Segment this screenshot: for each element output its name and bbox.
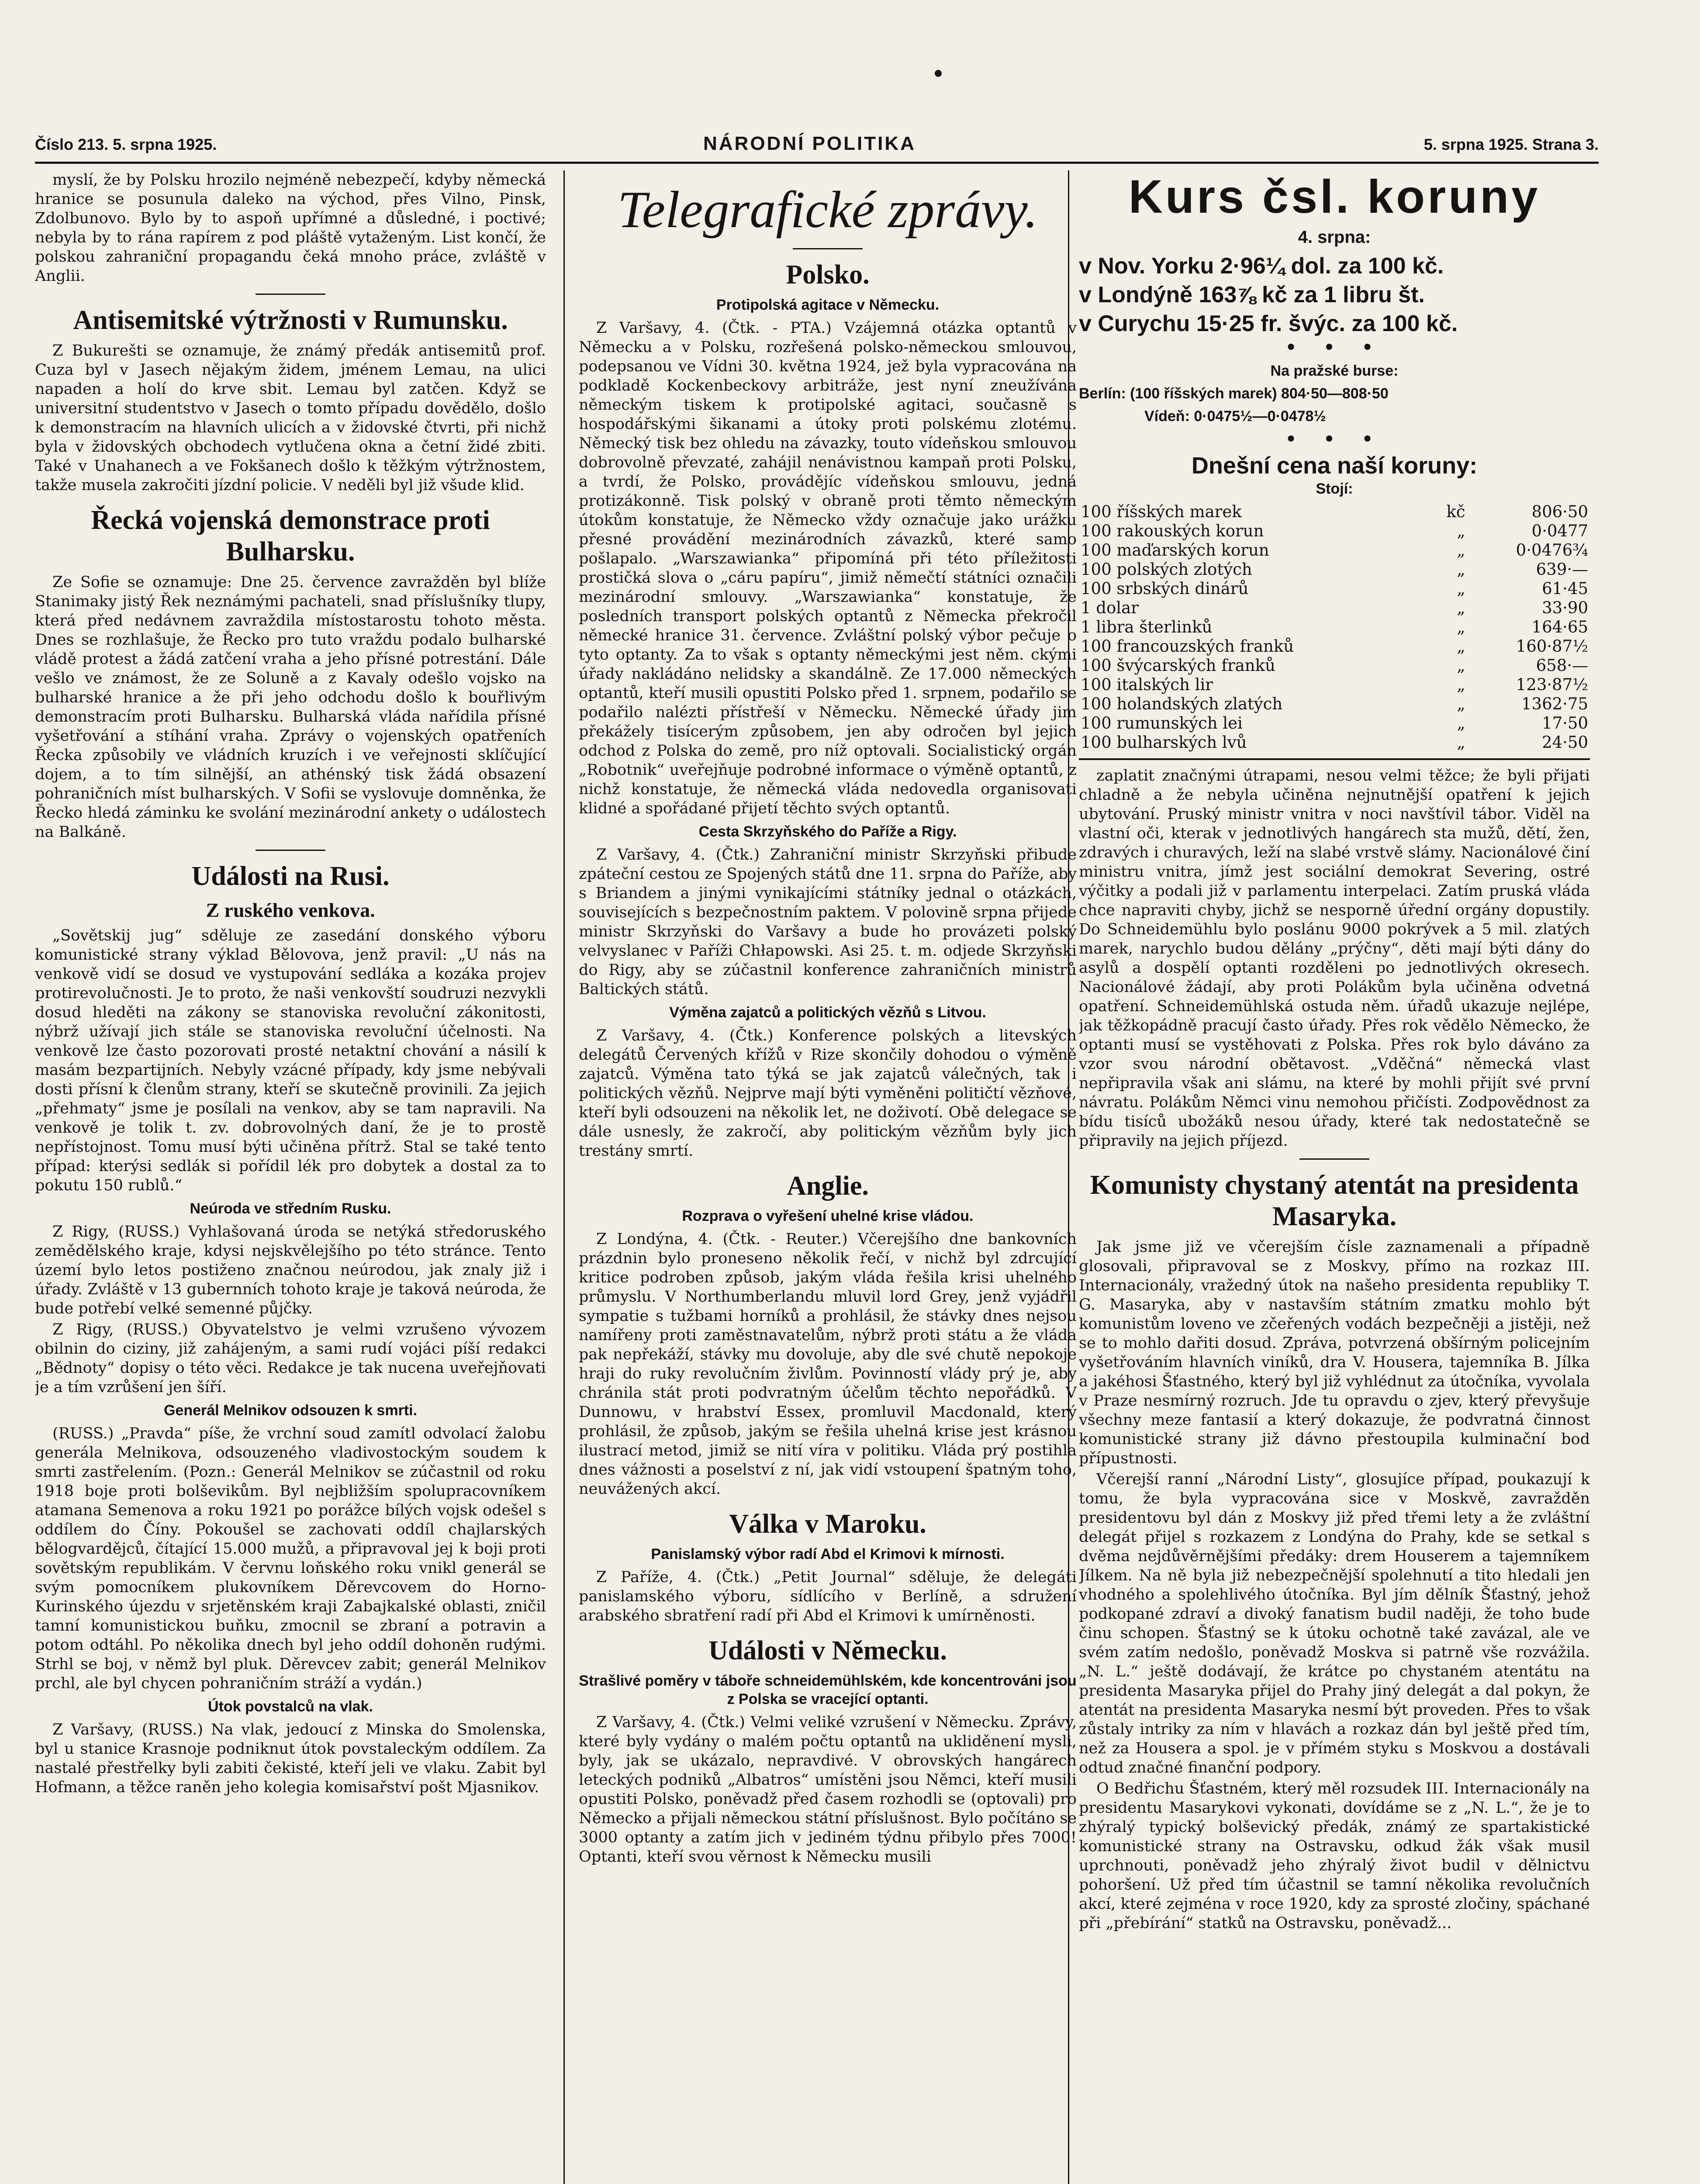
page-date: 5. srpna 1925. Strana 3. <box>1424 135 1599 153</box>
rate-label: 100 bulharských lvů <box>1081 733 1247 752</box>
rate-value: 33·90 <box>1542 598 1588 617</box>
column-1 <box>35 170 546 2184</box>
article-subtitle: Výměna zajatců a politických vězňů s Litvou. <box>669 1004 986 1021</box>
rate-value: 24·50 <box>1542 733 1588 752</box>
rate-value: 0·0476¾ <box>1516 541 1588 560</box>
rate-label: 100 polských zlotých <box>1081 560 1252 579</box>
rate-row <box>1079 637 1590 656</box>
rate-unit: „ <box>1457 733 1465 752</box>
article-subtitle: Útok povstalců na vlak. <box>208 1698 373 1715</box>
berlin-rate: Berlín: (100 říšských marek) 804·50—808·50 <box>1079 385 1389 402</box>
divider <box>256 850 325 851</box>
article-text: Včerejší ranní „Národní Listy“, glosujíce případ, poukazují k tomu, že byla vypracována sice v Moskvě, zavražděn presidentovu byl dán z Moskvy již před třemi lety a že zvláštní delegát přijel s rozkazem z Londýna do Prahy, kde se setkal s dvěma nejdůvěrnějšími předáky: drem Houserem a tajemníkem Jílkem. Na ně byla již nebezpečnější spolehnutí a tito hledali jen vhodného a spolehlivého útočníka. Byl jím dělník Šťastný, jehož podkopané zdraví a divoký fanatism budil naději, že toho bude činu schopen. Šťastný se k útoku ochotně také zavázal, ale ve svém zatím nedošlo, poněvadž Moskva si patrně vše rozvážila. „N. L.“ ještě dodávají, že krátce po chystaném atentátu na presidenta Masaryka přijel do Prahy jiný delegát a dal pokyn, že atentát na presidenta Masaryka nesmí být proveden. Přes to však zůstaly intriky za ním v hlavách a rozkaz dán byl ještě před tím, než za Housera a spol. je v přímém styku s Moskvou a dostávali odtud značné finanční podpory. <box>1079 1471 1590 1776</box>
rate-unit: „ <box>1457 637 1465 656</box>
ornament: • • • <box>1285 429 1384 449</box>
article-continuation: myslí, že by Polsku hrozilo nejméně nebezpečí, kdyby německá hranice se posunula daleko na východ, přes Vilno, Pinsk, Zdolbunovo. Bylo by to aspoň upřímné a důsledné, i poctivé; nebyla by to rána rapírem z pod pláště vytaženým. List končí, že polskou zahraniční propagandu čeká mnoho práce, zvláště v Anglii. <box>35 171 546 285</box>
article-text: O Bedřichu Šťastném, který měl rozsudek III. Internacionály na presidentu Masarykovi vykonati, dovídáme se z „N. L.“, že je to zhýralý typický bolševický předák, známý ze spartakistické komunistické strany na Ostravsku, odkud žák však musil uprchnouti, poněvadž jeho zhýralý život budil v dělnictvu pohoršení. Už před tím účastnil se tamní několika revolučních akcí, které zejména v roce 1920, kdy za sprosté zločiny, spáchané při „přebírání“ statků na Ostravsku, poněvadž... <box>1079 1780 1590 1932</box>
today-price-title: Dnešní cena naší koruny: <box>1191 453 1478 479</box>
rate-row <box>1079 598 1590 618</box>
article-text: „Sovětskij jug“ sděluje ze zasedání donského výboru komunistické strany výklad Bělovova, jenž pravil: „U nás na venkově vidí se dosud ve vystupování sedláka a kozáka projev protirevolučnosti. Je to proto, že naši venkovští soudruzi nezvykli dosud hleděti na zákony se stanoviska revoluční zákonitosti, nýbrž užívají jich stále se stanoviska revoluční účelnosti. Na venkově lze často pozorovati prosté netaktní chování a násilí k masám bezpartijních. Nebyly vzácné případy, kdy jsme nebývali dosti přísní k členům strany, kteří se skutečně provinili. Za jejich „přehmaty“ jsme je posílali na venkov, aby se tam napravili. Na venkově je tolik t. zv. dobrovolných daní, že je to prostě nepřístojnost. Tomu musí býti učiněna přítrž. Stal se také tento případ: kterýsi sedlák si pořídil lék pro dobytek a dostal za to pokutu 150 rublů.“ <box>35 927 546 1194</box>
rate-unit: „ <box>1457 541 1465 560</box>
article-subtitle: Cesta Skrzyňského do Paříže a Rigy. <box>698 823 957 840</box>
rate-unit: „ <box>1457 522 1465 540</box>
ornament: • • • <box>1285 337 1384 358</box>
masthead <box>35 127 1599 164</box>
divider <box>1299 1158 1369 1160</box>
rate-label: 1 dolar <box>1081 598 1139 617</box>
rate-value: 0·0477 <box>1531 522 1588 540</box>
rate-unit: „ <box>1457 714 1465 733</box>
divider <box>256 294 325 295</box>
rate-unit: „ <box>1457 695 1465 713</box>
rate-label: 100 říšských marek <box>1081 502 1242 521</box>
rate-line: v Curychu 15·25 fr. švýc. za 100 kč. <box>1079 311 1458 336</box>
article-title: Řecká vojenská demonstrace proti Bulharsku. <box>91 505 490 567</box>
rate-row <box>1079 522 1590 541</box>
column-3 <box>1079 170 1590 2184</box>
bourse-title: Na pražské burse: <box>1270 363 1399 379</box>
rate-label: 100 francouzských franků <box>1081 637 1294 656</box>
rate-label: 100 srbských dinárů <box>1081 579 1249 598</box>
rate-value: 639·— <box>1536 560 1588 579</box>
punch-hole-mark <box>935 70 942 77</box>
article-subtitle: Generál Melnikov odsouzen k smrti. <box>163 1402 418 1419</box>
article-text: Z Rigy, (RUSS.) Obyvatelstvo je velmi vzrušeno vývozem obilnin do ciziny, již zahájeným, a sami rudí vojáci píší redakci „Bědnoty“ dopisy o této věci. Redakce je tak nucena uveřejňovati je a tím vzrůšení jen šíří. <box>35 1321 546 1396</box>
rate-line: v Londýně 163⅞ kč za 1 libru št. <box>1079 282 1425 308</box>
rate-label: 100 švýcarských franků <box>1081 656 1275 675</box>
rate-label: 100 maďarských korun <box>1081 541 1269 560</box>
rate-row <box>1079 579 1590 598</box>
rate-row <box>1079 618 1590 637</box>
article-subtitle: Protipolská agitace v Německu. <box>716 297 940 313</box>
rate-unit: „ <box>1457 618 1465 636</box>
rates-table <box>1079 502 1590 752</box>
section-heading: Události v Německu. <box>708 1636 947 1666</box>
divider <box>793 248 863 249</box>
article-continuation: zaplatit značnými útrapami, nesou velmi těžce; že byli přijati chladně a že nebyla učiněna nejnutnější opatření k jejich ubytování. Pruský ministr vnitra v noci navštívil tábor. Viděl na vlastní oči, kterak v jednotlivých hangárech sta mužů, dětí, žen, zdravých i churavých, leží na slabé vrstvě slámy. Nacionálové činí ministru vnitra, jímž jest sociální demokrat Severing, ostré výčitky a podali již v parlamentu interpelaci. Zatím pruská vláda chce napraviti chyby, jichž se nesporně úřední orgány dopustily. Do Schneidemühlu bylo poslánu 9000 pokrývek a 5 mil. zlatých marek, narychlo budou dělány „prýčny“, děti mají býti dány do asylů a dospělí optanti rozděleni po jednotlivých okresech. Nacionálové žádají, aby proti Polákům byla učiněna odvetná opatření. Schneidemühlská ostuda něm. úřadů ukazuje nejlépe, jak těžkopádně pracují často úřady. Přes rok vědělo Německo, že optanti musí se vystěhovati z Polska. Přes rok bylo dáváno za vzor svou národní obětavost. „Vděčná“ německá vlast nepřipravila však ani slámu, na které by mohli přijít své první návratu. Polákům Němci vinu nemohou přičísti. Zodpovědnost za bídu tisíců ubožáků nesou úřady, které tak nedostatečně se připravily na jejich příjezd. <box>1079 767 1590 1150</box>
rate-row <box>1079 502 1590 522</box>
issue-number: Číslo 213. 5. srpna 1925. <box>35 135 217 153</box>
rate-row <box>1079 733 1590 752</box>
section-heading: Anglie. <box>787 1171 869 1201</box>
rate-value: 61·45 <box>1542 579 1588 598</box>
exchange-date: 4. srpna: <box>1298 228 1371 247</box>
rate-row <box>1079 695 1590 714</box>
rate-unit: „ <box>1457 560 1465 579</box>
article-text: Z Varšavy, 4. (Čtk. - PTA.) Vzájemná otázka optantů v Německu a v Polsku, rozřešená polsko-německou smlouvou, podepsanou ve Vídni 30. května 1924, jež byla vypracována na podkladě Kockenbeckovy arbitráže, jest nyní zneužívána německým tiskem k protipolské agitaci, současně s hospodářskými šikanami a útoky proti polskému zlotému. Německý tisk bez ohledu na závazky, touto vídeňskou smlouvou dobrovolně převzaté, zahájil nenávistnou kampaň proti Polsku, a tvrdí, že Polsko, provádějíc vídeňskou smlouvu, jedná protizákonně. Tisk polský v obraně proti těmto německým útokům konstatuje, že Německo vždy označuje jako urážku přesné provádění mezinárodních závazků, které samo pošlapalo. „Warszawianka“ připomíná při této příležitosti prostičká slova o „cáru papíru“, jimiž němečtí státníci označili mezinárodní smlouvy. „Warszawianka“ konstatuje, že posledních transport polských optantů z Německa překročil německé hranice 31. července. Zvláštní polský výbor pečuje o tyto optanty. Za to však s optanty německými jest něm. ckými úřady nakládáno nelidsky a skandálně. Ze 17.000 německých optantů, kteří musili opustiti Polsko před 1. srpnem, podařilo se podařilo nalézti přístřeší v Německu. Německé úřady jim překážely tisícerým způsobem, jen aby odročen byl jejich odchod z Polska do země, pro níž optovali. Socialistický orgán „Robotnik“ uveřejňuje podrobné informace o výměně optantů, z nichž konstatuje, že německá vláda nedovedla organisovati klidné a spořádané přijetí těchto svých optantů. <box>579 319 1077 817</box>
rate-value: 123·87½ <box>1516 675 1588 694</box>
article-subtitle: Strašlivé poměry v táboře schneidemühlském, kde koncentrováni jsou z Polska se vracející optanti. <box>579 1673 1077 1707</box>
rate-value: 1362·75 <box>1521 695 1588 713</box>
rate-unit: kč <box>1446 502 1465 521</box>
rate-unit: „ <box>1457 656 1465 675</box>
rate-value: 160·87½ <box>1516 637 1588 656</box>
article-title: Komunisty chystaný atentát na presidenta Masaryka. <box>1090 1170 1579 1231</box>
rate-row <box>1079 656 1590 675</box>
section-title: Telegrafické zprávy. <box>617 180 1038 238</box>
rate-row <box>1079 541 1590 560</box>
section-heading: Polsko. <box>786 260 870 290</box>
article-title: Antisemitské výtržnosti v Rumunsku. <box>73 305 508 335</box>
article-subtitle: Panislamský výbor radí Abd el Krimovi k mírnosti. <box>651 1546 1005 1562</box>
article-text: Z Londýna, 4. (Čtk. - Reuter.) Včerejšího dne bankovních prázdnin bylo proneseno několik řečí, v nichž byl zdrcující kritice podroben způsob, jakým vláda řešila krisi uhelného průmyslu. V Northumberlandu mluvil lord Grey, jenž vyjádřil sympatie s tužbami horníků a prohlásil, že stávky dnes nejsou namířeny proti zaměstnavatelům, nýbrž proti státu a že vláda pak nepřekáží, stávky mu dovoluje, aby dle své chutě nepokoje hraji do ruky revolučním živlům. Povinností vlády prý je, aby chránila stát proti podvratným účelům těchto nepořádků. V Dunnowu, v hrabství Essex, promluvil Macdonald, který prohlásil, že způsob, jakým se řešila uhelná krise jest krásnou ilustrací metod, jimiž se nití víra v politiku. Vláda prý postihla dnes vážnosti a poselství z ní, jak vidí vstoupení špatným toho, neuvážených akcí. <box>579 1230 1077 1498</box>
column-rule-1 <box>563 170 565 2184</box>
vienna-rate: Vídeň: 0·0475½—0·0478½ <box>1144 408 1326 425</box>
rate-unit: „ <box>1457 579 1465 598</box>
section-heading: Válka v Maroku. <box>729 1509 926 1539</box>
exchange-rates-box <box>1079 170 1590 760</box>
article-subtitle: Z ruského venkova. <box>206 899 375 921</box>
article-text: Z Varšavy, (RUSS.) Na vlak, jedoucí z Minska do Smolenska, byl u stanice Krasnoje podniknut útok povstaleckým oddílem. Za nastalé přestřelky byli zabiti čekisté, kteří jeli ve vlaku. Zabit byl Hofmann, a těžce raněn jeho kolegia komisařství pošt Mjasnikov. <box>35 1721 546 1796</box>
article-subtitle: Neúroda ve středním Rusku. <box>190 1200 391 1217</box>
article-text: Z Rigy, (RUSS.) Vyhlašovaná úroda se netýká středoruského zemědělského kraje, kdysi nejskvělejšího po této stránce. Tento území bylo letos postiženo značnou neúrodou, jak znaly již i úřady. Zvláště v 13 gubernních tohoto kraje je taková neúroda, že bude potřebí velké semenné půjčky. <box>35 1223 546 1317</box>
exchange-title: Kurs čsl. koruny <box>1128 170 1541 223</box>
article-text: Z Varšavy, 4. (Čtk.) Konference polských a litevských delegátů Červených křížů v Rize skončily dohodou o výměně zajatců. Výměna tato týká se jak zajatců válečných, tak i politických vězňů. Nejprve mají býti vyměněni političtí vězňové, kteří byli odsouzeni na několik let, ne doživotí. Obě delegace se dále usnesly, že zakročí, aby politickým vězňům byly jich trestány smrtí. <box>579 1027 1077 1160</box>
article-text: Z Paříže, 4. (Čtk.) „Petit Journal“ sděluje, že delegáti panislamského výboru, sídlícího v Berlíně, a sdružení arabského sbratření radí při Abd el Krimovi k umírněnosti. <box>579 1569 1077 1624</box>
rate-line: v Nov. Yorku 2·96¼ dol. za 100 kč. <box>1079 253 1444 279</box>
article-text: Z Varšavy, 4. (Čtk.) Zahraniční ministr Skrzyňski přibude zpáteční cestou ze Spojených států dne 11. srpna do Paříže, aby s Briandem a jinými vynikajícími státníky jednal o otázkách, souvisejících s bezpečnostním paktem. V polovině srpna přijede ministr Skrzyňski do Varšavy a bude ho provázeti polský velvyslanec v Paříži Chłapowski. Asi 25. t. m. odjede Skrzyňski do Rigy, aby se zúčastnil konference zahraničních ministrů Baltických států. <box>579 846 1077 998</box>
rate-row <box>1079 560 1590 579</box>
rate-label: 100 holandských zlatých <box>1081 695 1283 713</box>
newspaper-title: NÁRODNÍ POLITIKA <box>703 133 916 154</box>
article-text: Z Bukurešti se oznamuje, že známý předák antisemitů prof. Cuza byl v Jasech nějakým židem, jménem Lemau, na ulici napaden a holí do krve sbit. Lemau byl zatčen. Když se universitní studentstvo v Jasech o tomto případu dovědělo, došlo k demonstracím na hlavních ulicích a v židovské čtvrti, při nichž byla v židovských obchodech vytlučena okna a četní židé zbiti. Také v Unahanech a ve Fokšanech došlo k těžkým výtržnostem, takže musela zakročiti jízdní policie. V neděli byl již všude klid. <box>35 342 546 494</box>
stoji-label: Stojí: <box>1316 480 1353 497</box>
article-text: Jak jsme již ve včerejším čísle zaznamenali a případně glosovali, připravoval se z Moskvy, přímo na rozkaz III. Internacionály, vražedný útok na našeho presidenta republiky T. G. Masaryka, aby v nastavším státním zmatku mohlo být komunistům loveno ve zčeřených vodách bezpečněji a jistěji, než se to mohlo dařiti dosud. Zpráva, potvrzená obšírným policejním vyšetřováním hlavních viníků, dra V. Housera, tajemníka B. Jílka a jakéhosi Šťastného, který byl již vyhlédnut za útočníka, vyvolala v Praze nesmírný rozruch. Jde tu opravdu o zjev, který převyšuje všechny meze fantasií a který dokazuje, že podvratná činnost komunistické strany již dávno přestoupila kulminační bod přípustnosti. <box>1079 1238 1590 1467</box>
article-subtitle: Rozprava o vyřešení uhelné krise vládou. <box>682 1208 974 1224</box>
rate-label: 100 rumunských lei <box>1081 714 1243 733</box>
rate-label: 100 italských lir <box>1081 675 1213 694</box>
rate-row <box>1079 714 1590 733</box>
rate-value: 658·— <box>1536 656 1588 675</box>
article-text: (RUSS.) „Pravda“ píše, že vrchní soud zamítl odvolací žalobu generála Melnikova, odsouzeného vladivostockým soudem k smrti zastřelením. (Pozn.: Generál Melnikov se zúčastnil od roku 1918 boje proti bolševikům. Byl nejbližším spolupracovníkem atamana Semenova a roku 1921 po porážce bílých vojsk odešel s oddílem do Číny. Pokoušel se zachovati oddíl chajlarských bělogvardějců, čítající 15.000 mužů, a připravoval jej k boji proti sovětským republikám. V červnu loňského roku vnikl generál se svým pomocníkem plukovníkem Děrevcovem do Horno-Kurinského újezdu v srjetěnském kraji Zabajkalské oblasti, zničil tamní komunistickou buňku, zmocnil se zbraní a potravin a potom odtáhl. Po několika dnech byl jeho oddíl dohoněn rudými. Strhl se boj, v němž byl pluk. Děrevcev zabit; generál Melnikov prchl, ale byl chycen pohraničním stráží a vydán.) <box>35 1425 546 1692</box>
rate-unit: „ <box>1457 598 1465 617</box>
column-2 <box>579 170 1077 2184</box>
article-text: Z Varšavy, 4. (Čtk.) Velmi veliké vzrušení v Německu. Zprávy, které byly vydány o malém počtu optantů na ukliděnení mysli, byly, jak se ukázalo, nepravdivé. V obrovských hangárech leteckých podniků „Albatros“ umístěni jsou Němci, kteří musili opustiti Polsko, poněvadž před časem rozhodli se (optovali) pro Německo a přijali německou státní příslušnost. Bylo počítáno se 3000 optanty a zatím jich v jediném týdnu přibylo přes 7000! Optanti, kteří svou věrnost k Německu musili <box>579 1714 1077 1866</box>
rate-value: 164·65 <box>1531 618 1588 636</box>
rate-label: 1 libra šterlinků <box>1081 618 1213 636</box>
article-text: Ze Sofie se oznamuje: Dne 25. července zavražděn byl blíže Stanimaky jistý Řek neznámými pachateli, snad příslušníky tlupy, která před nedávnem zavraždila místostarostu tohoto města. Dnes se rozhlašuje, že Řecko pro tuto vraždu podalo bulharské vládě protest a žádá zatčení vraha a jeho přísné potrestání. Dále vešlo ve známost, že ze Soluně a z Kavaly odešlo vojsko na bulharské hranice a že při jeho odchodu došlo k bouřlivým demonstracím proti Bulharsku. Bulharská vláda nařídila přísné vyšetřování a stíhání vraha. Zprávy o vojenských opatřeních Řecka způsobily ve vládních kruzích i ve veřejnosti sklíčující dojem, a to tím silnější, an athénský tisk žádá obsazení pohraničních míst bulharských. V Sofii se vyslovuje domněnka, že Řecko hledá záminku ke svolání mezinárodní ankety o událostech na Balkáně. <box>35 574 546 841</box>
rate-row <box>1079 675 1590 695</box>
rate-unit: „ <box>1457 675 1465 694</box>
rate-label: 100 rakouských korun <box>1081 522 1264 540</box>
rate-value: 17·50 <box>1542 714 1588 733</box>
rate-value: 806·50 <box>1531 502 1588 521</box>
article-title: Události na Rusi. <box>191 861 390 891</box>
